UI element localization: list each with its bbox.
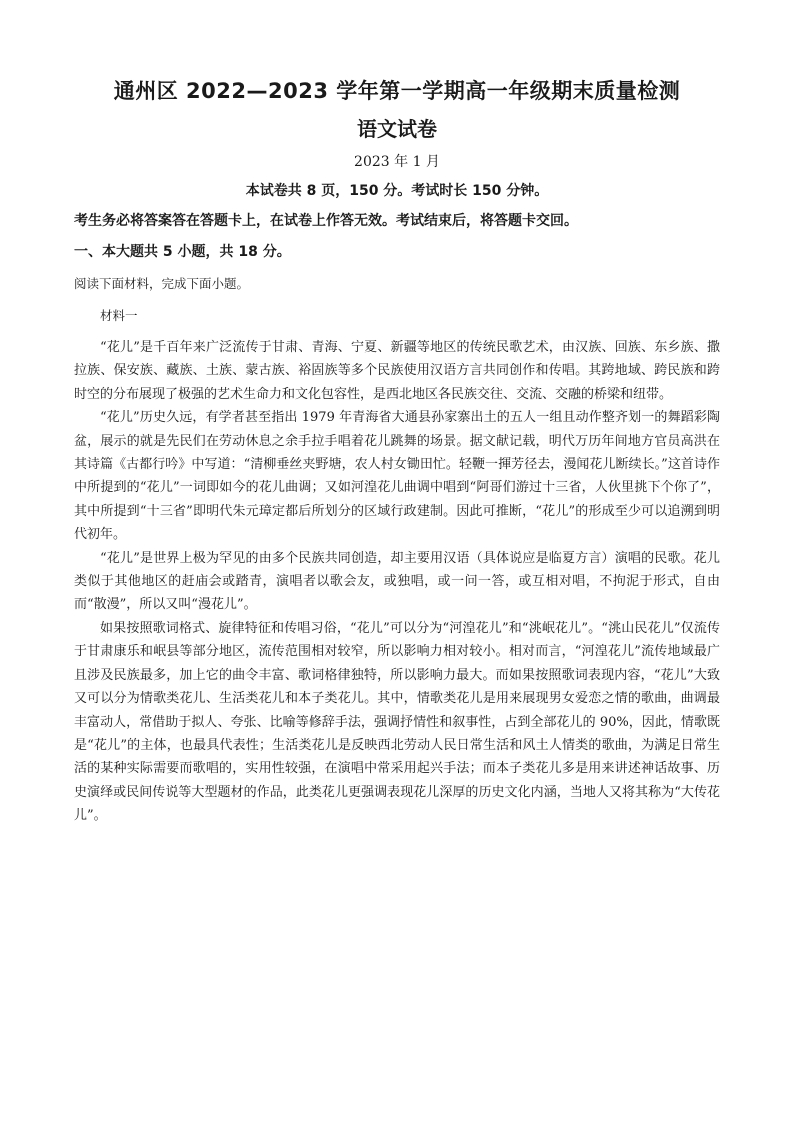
passage-paragraph-1: “花儿”是千百年来广泛流传于甘肃、青海、宁夏、新疆等地区的传统民歌艺术，由汉族、回族、东乡族、撒拉族、保安族、藏族、土族、蒙古族、裕固族等多个民族使用汉语方言共同创作和传唱。其跨地域、跨民族和跨时空的分布展现了极强的艺术生命力和文化包容性，是西北地区各民族交往、交流、交融的桥梁和纽带。 (74, 340, 720, 402)
exam-subtitle: 语文试卷 (357, 117, 437, 141)
exam-title: 通州区 2022—2023 学年第一学期高一年级期末质量检测 (113, 79, 681, 103)
material-label: 材料一 (100, 308, 138, 323)
passage-paragraph-2: “花儿”历史久远，有学者甚至指出 1979 年青海省大通县孙家寨出土的五人一组且动作整齐划一的舞蹈彩陶盆，展示的就是先民们在劳动休息之余手拉手唱着花儿跳舞的场景。据文献记载，明代万历年间地方官员高洪在其诗篇《古都行吟》中写道：“清柳垂丝夹野塘，农人村女锄田忙。轻鞭一揮芳径去，漫闻花儿断续长。”这首诗作中所提到的“花儿”一词即如今的花儿曲调；又如河湟花儿曲调中唱到“阿哥们游过十三省，人伙里挑下个你了”，其中所提到“十三省”即明代朱元璋定都后所划分的区域行政建制。因此可推断，“花儿”的形成至少可以追溯到明代初年。 (74, 410, 720, 543)
reading-instruction: 阅读下面材料，完成下面小题。 (74, 276, 250, 291)
section-heading: 一、本大题共 5 小题，共 18 分。 (74, 244, 291, 260)
exam-info: 本试卷共 8 页，150 分。考试时长 150 分钟。 (245, 183, 549, 199)
exam-date: 2023 年 1 月 (354, 154, 440, 170)
exam-notice: 考生务必将答案答在答题卡上，在试卷上作答无效。考试结束后，将答题卡交回。 (74, 213, 578, 229)
passage-paragraph-3: “花儿”是世界上极为罕见的由多个民族共同创造，却主要用汉语（具体说应是临夏方言）演唱的民歌。花儿类似于其他地区的赶庙会或踏青，演唱者以歌会友，或独唱，或一问一答，或互相对唱，不拘泥于形式，自由而“散漫”，所以又叫“漫花儿”。 (74, 550, 720, 613)
passage-body (74, 336, 720, 828)
passage-paragraph-4: 如果按照歌词格式、旋律特征和传唱习俗，“花儿”可以分为“河湟花儿”和“洮岷花儿”。“洮山民花儿”仅流传于甘肃康乐和岷县等部分地区，流传范围相对较窄，所以影响力相对较小。相对而言，“河湟花儿”流传地域最广且涉及民族最多，加上它的曲令丰富、歌词格律独特，所以影响力最大。而如果按照歌词表现内容，“花儿”大致又可以分为情歌类花儿、生活类花儿和本子类花儿。其中，情歌类花儿是用来展现男女爱恋之情的歌曲，曲调最丰富动人，常借助于拟人、夸张、比喻等修辞手法，强调抒情性和叙事性，占到全部花儿的 90%，因此，情歌既是“花儿”的主体，也最具代表性；生活类花儿是反映西北劳动人民日常生活和风土人情类的歌曲，为满足日常生活的某种实际需要而歌唱的，实用性较强，在演唱中常采用起兴手法；而本子类花儿多是用来讲述神话故事、历史演绎或民间传说等大型题材的作品，此类花儿更强调表现花儿深厚的历史文化内涵，当地人又将其称为“大传花儿”。 (74, 620, 720, 824)
